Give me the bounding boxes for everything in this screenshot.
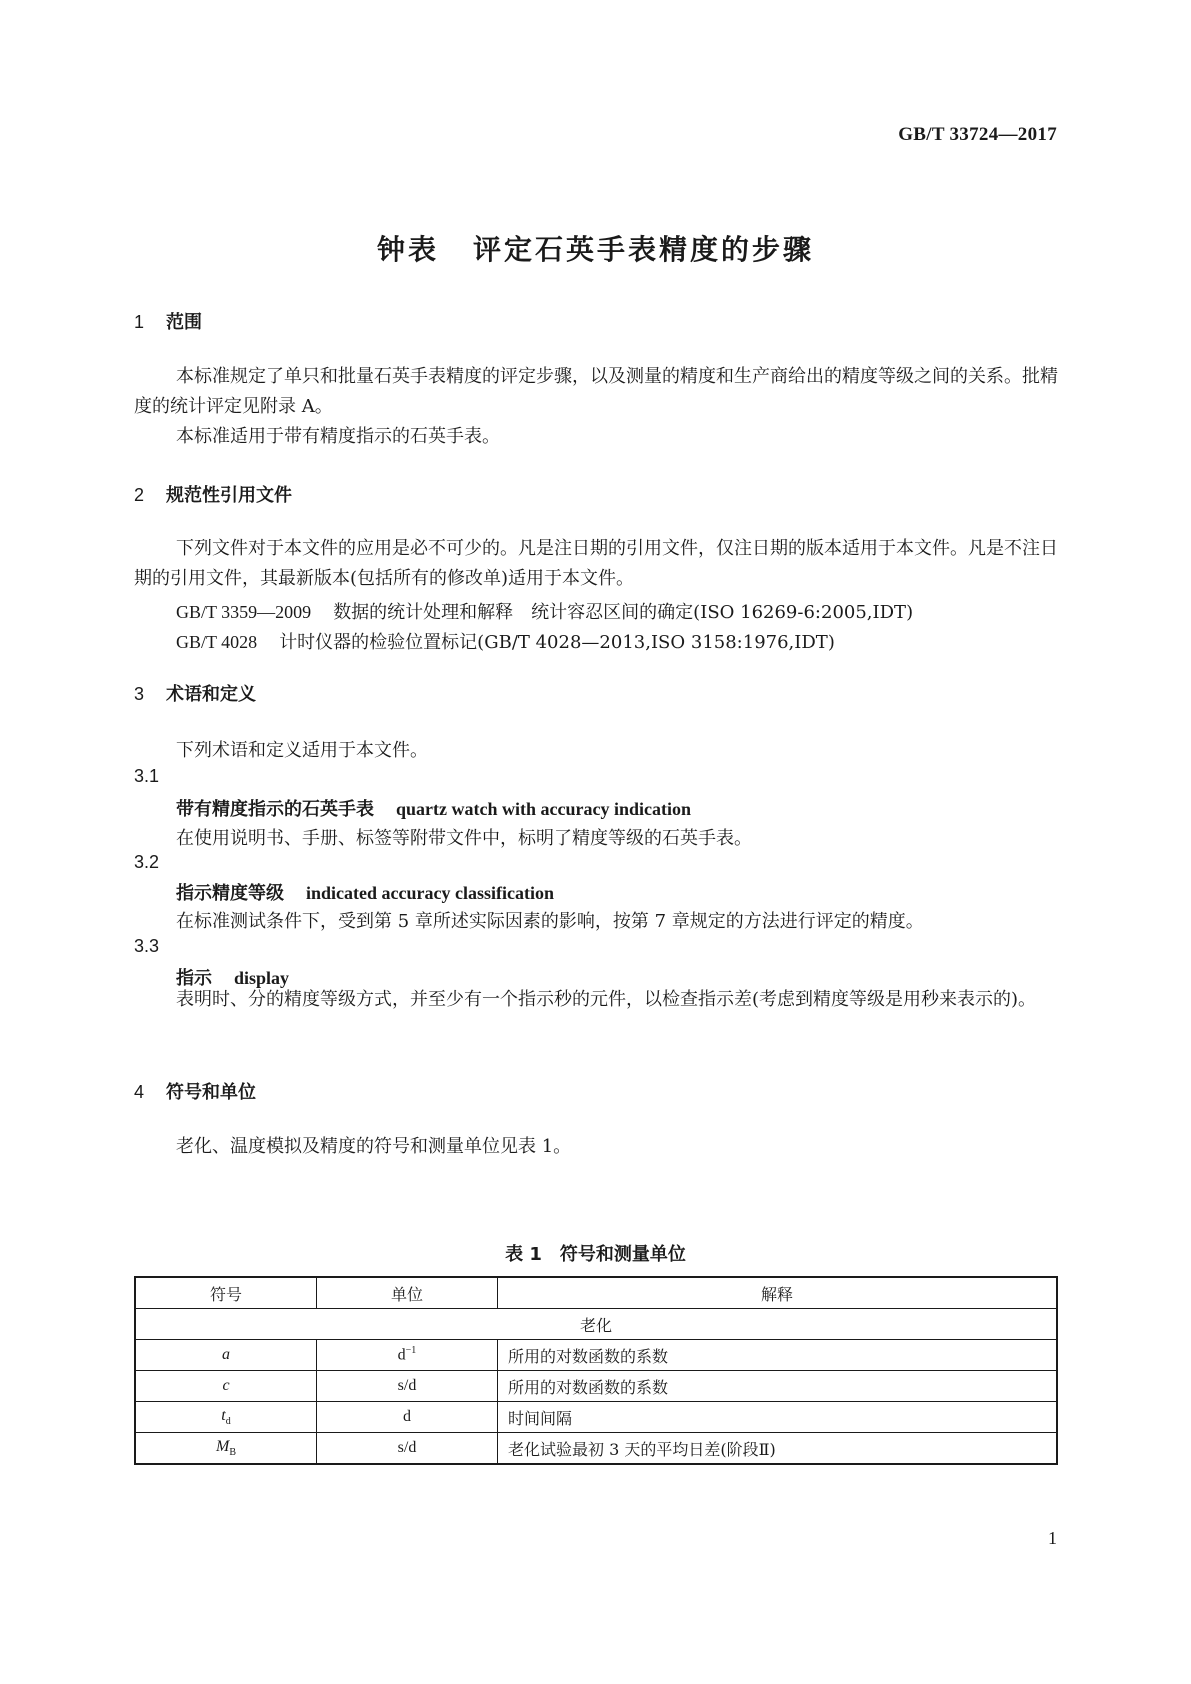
standard-code: GB/T 33724—2017: [898, 124, 1057, 145]
term-3-2-definition: 在标准测试条件下，受到第 5 章所述实际因素的影响，按第 7 章规定的方法进行评定的精度。: [176, 911, 924, 932]
section-4-paragraph-1: 老化、温度模拟及精度的符号和测量单位见表 1。: [176, 1136, 572, 1157]
term-3-3-english: display: [234, 968, 290, 988]
section-1-title: 范围: [166, 312, 202, 333]
table-1-caption: 表 1 符号和测量单位: [505, 1244, 686, 1265]
section-1-paragraph-1: 本标准规定了单只和批量石英手表精度的评定步骤，以及测量的精度和生产商给出的精度等级之间的关系。批精度的统计评定见附录 A。: [134, 366, 1058, 417]
section-3-title: 术语和定义: [166, 684, 256, 705]
term-3-2-english: indicated accuracy classification: [306, 883, 554, 903]
table-header-row: [135, 1277, 1057, 1309]
term-3-3-chinese: 指示: [176, 968, 212, 989]
row-1-explanation: 所用的对数函数的系数: [498, 1340, 1058, 1371]
row-2-explanation: 所用的对数函数的系数: [498, 1371, 1058, 1402]
term-3-2-number: 3.2: [134, 852, 160, 872]
reference-2-title: 计时仪器的检验位置标记(GB/T 4028—2013,ISO 3158:1976,IDT): [279, 632, 835, 653]
section-3-heading: [134, 680, 256, 706]
row-2-symbol: c: [135, 1371, 317, 1402]
table-row: [135, 1371, 1057, 1402]
reference-1-code: GB/T 3359—2009: [176, 602, 312, 622]
term-3-1-number: 3.1: [134, 766, 160, 786]
section-4-title: 符号和单位: [166, 1082, 256, 1103]
section-4-heading: [134, 1078, 256, 1104]
row-1-symbol: a: [135, 1340, 317, 1371]
normative-reference-1: [176, 598, 913, 624]
header-symbol: 符号: [135, 1277, 317, 1309]
group-aging: 老化: [135, 1309, 1057, 1340]
section-2-paragraph-1: 下列文件对于本文件的应用是必不可少的。凡是注日期的引用文件，仅注日期的版本适用于本文件。凡是不注日期的引用文件，其最新版本(包括所有的修改单)适用于本文件。: [134, 538, 1058, 589]
table-row: [135, 1433, 1057, 1465]
row-3-symbol-subscript: d: [225, 1416, 231, 1428]
symbols-units-table: [134, 1276, 1058, 1465]
row-3-symbol: $t_d$: [135, 1402, 317, 1433]
term-3-1-chinese: 带有精度指示的石英手表: [176, 799, 374, 820]
normative-reference-2: [176, 628, 835, 654]
reference-2-code: GB/T 4028: [176, 632, 258, 652]
section-3-number: 3: [134, 684, 145, 704]
table-row: [135, 1402, 1057, 1433]
table-group-row: [135, 1309, 1057, 1340]
term-3-3-definition: 表明时、分的精度等级方式，并至少有一个指示秒的元件，以检查指示差(考虑到精度等级是用秒来表示的)。: [176, 989, 1037, 1010]
title-part-2: 评定石英手表精度的步骤: [473, 233, 815, 266]
term-3-1-english: quartz watch with accuracy indication: [396, 799, 691, 819]
row-1-unit-exponent: −1: [405, 1345, 417, 1357]
section-2-title: 规范性引用文件: [166, 485, 292, 506]
term-3-1-definition: 在使用说明书、手册、标签等附带文件中，标明了精度等级的石英手表。: [176, 828, 752, 849]
header-explanation: 解释: [498, 1277, 1058, 1309]
term-3-2-chinese: 指示精度等级: [176, 883, 284, 904]
section-1-paragraph-2: 本标准适用于带有精度指示的石英手表。: [176, 426, 500, 447]
page-number: 1: [1048, 1528, 1057, 1548]
title-part-1: 钟表: [376, 233, 439, 266]
row-2-unit: s/d: [317, 1371, 498, 1402]
row-4-explanation: 老化试验最初 3 天的平均日差(阶段Ⅱ): [498, 1433, 1058, 1465]
term-3-1-name: [176, 795, 691, 821]
row-4-unit: s/d: [317, 1433, 498, 1465]
header-unit: 单位: [317, 1277, 498, 1309]
row-4-symbol-subscript: B: [229, 1447, 236, 1459]
table-row: [135, 1340, 1057, 1371]
section-1-number: 1: [134, 312, 145, 332]
section-2-number: 2: [134, 485, 145, 505]
row-3-unit: d: [317, 1402, 498, 1433]
reference-1-title: 数据的统计处理和解释 统计容忍区间的确定(ISO 16269-6:2005,IDT): [333, 602, 914, 623]
section-2-heading: [134, 481, 292, 507]
row-3-explanation: 时间间隔: [498, 1402, 1058, 1433]
row-1-unit: $d^{-1}$: [317, 1340, 498, 1371]
section-4-number: 4: [134, 1082, 145, 1102]
row-4-symbol: $M_B$: [135, 1433, 317, 1465]
section-1-heading: [134, 308, 202, 334]
section-3-intro: 下列术语和定义适用于本文件。: [176, 740, 428, 761]
term-3-2-name: [176, 879, 554, 905]
document-title: [0, 228, 1191, 268]
term-3-3-number: 3.3: [134, 936, 160, 956]
